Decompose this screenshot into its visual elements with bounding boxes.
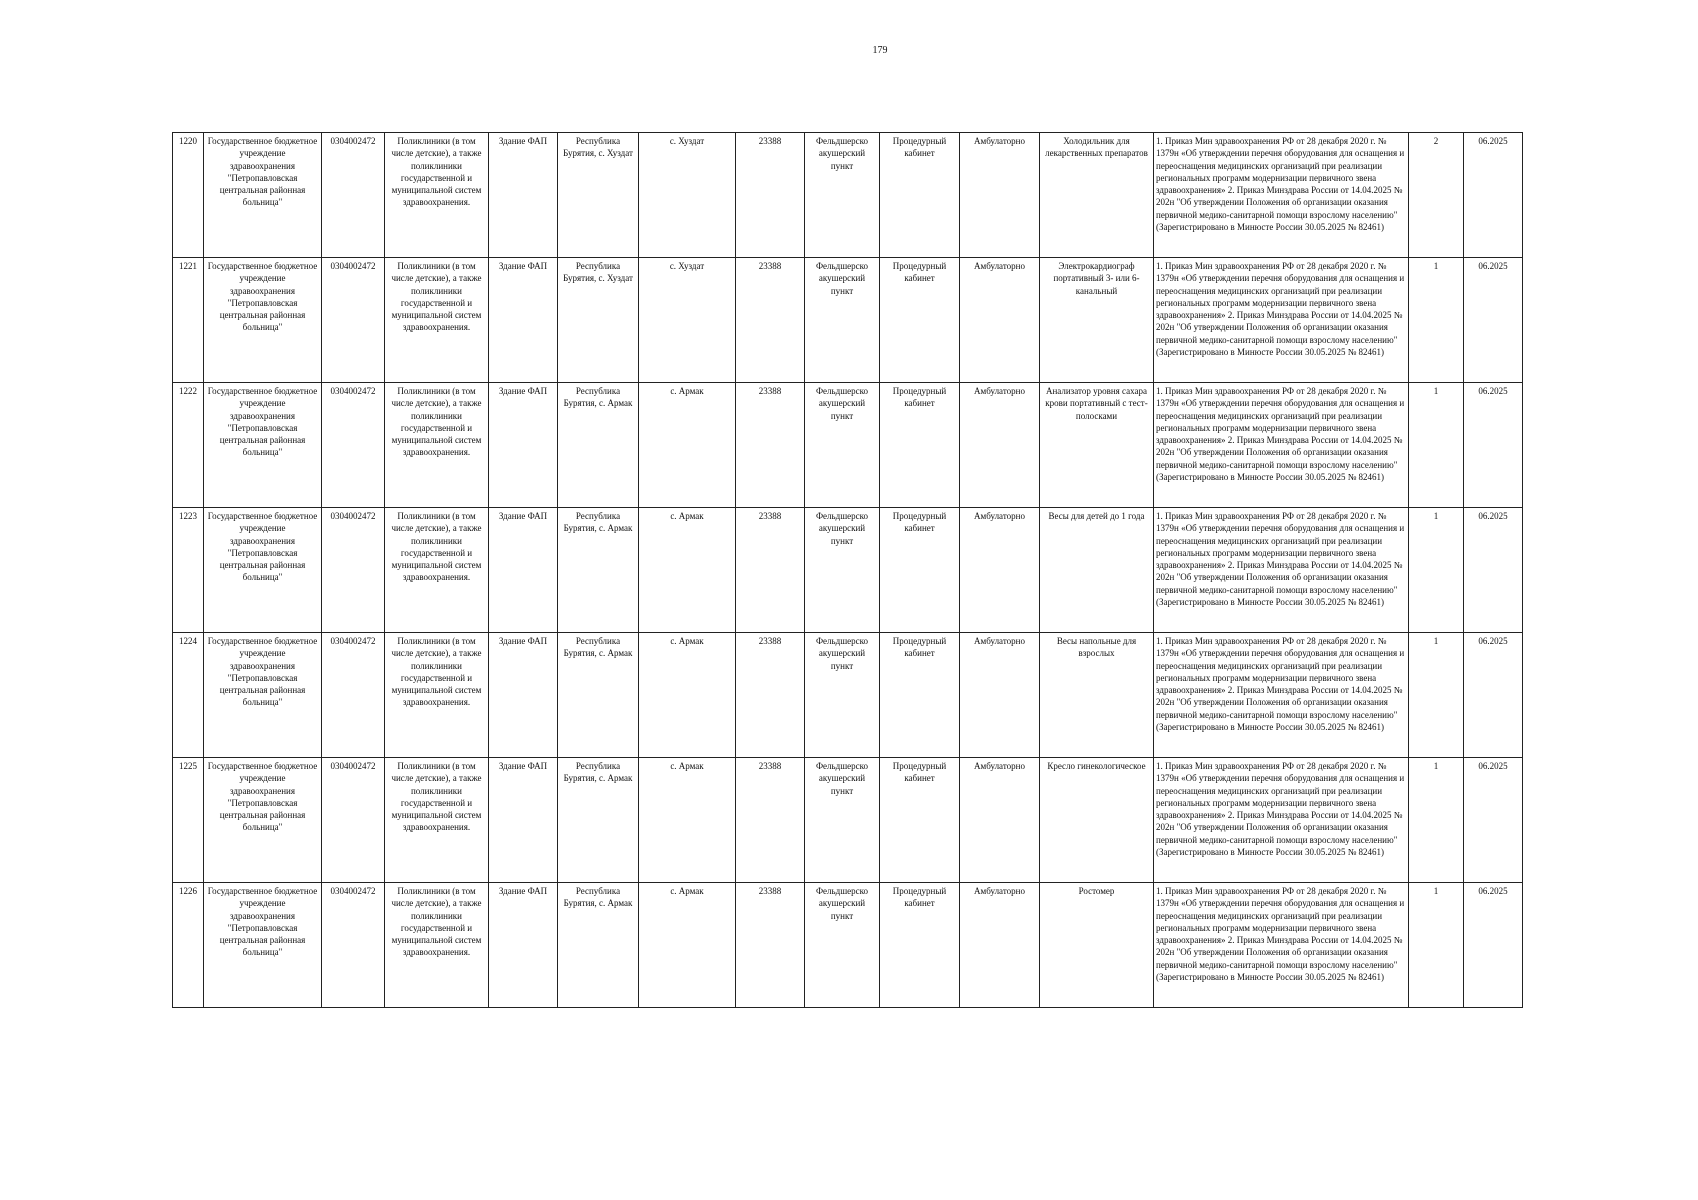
care-mode-cell: Амбулаторно [960, 258, 1040, 383]
legal-basis-cell: 1. Приказ Мин здравоохранения РФ от 28 декабря 2020 г. № 1379н «Об утверждении перечня оборудования для оснащения и переоснащения медицинских организаций при реализации региональных программ модернизации первичного звена здравоохранения» 2. Приказ Минздрава России от 14.04.2025 № 202н "Об утверждении Положения об организации оказания первичной медико-санитарной помощи взрослому населению" (Зарегистрировано в Минюсте России 30.05.2025 № 82461) [1154, 133, 1409, 258]
quantity-cell: 1 [1409, 883, 1464, 1008]
room-cell: Процедурный кабинет [880, 383, 960, 508]
settlement-cell: с. Хуздат [639, 258, 736, 383]
equipment-name-cell: Ростомер [1040, 883, 1154, 1008]
code-cell: 23388 [736, 633, 805, 758]
organization-cell: Государственное бюджетное учреждение здравоохранения "Петропавловская центральная районная больница" [204, 258, 322, 383]
address-cell: Республика Бурятия, с. Хуздат [558, 133, 639, 258]
quantity-cell: 2 [1409, 133, 1464, 258]
row-number-cell: 1223 [173, 508, 204, 633]
care-mode-cell: Амбулаторно [960, 883, 1040, 1008]
date-cell: 06.2025 [1464, 633, 1523, 758]
date-cell: 06.2025 [1464, 383, 1523, 508]
row-number-cell: 1226 [173, 883, 204, 1008]
equipment-name-cell: Анализатор уровня сахара крови портативный с тест-полосками [1040, 383, 1154, 508]
equipment-name-cell: Холодильник для лекарственных препаратов [1040, 133, 1154, 258]
settlement-cell: с. Армак [639, 383, 736, 508]
building-cell: Здание ФАП [489, 383, 558, 508]
medical-unit-cell: Фельдшерско акушерский пункт [805, 258, 880, 383]
quantity-cell: 1 [1409, 508, 1464, 633]
care-mode-cell: Амбулаторно [960, 633, 1040, 758]
facility-type-cell: Поликлиники (в том числе детские), а также поликлиники государственной и муниципальной систем здравоохранения. [385, 633, 489, 758]
organization-cell: Государственное бюджетное учреждение здравоохранения "Петропавловская центральная районная больница" [204, 633, 322, 758]
row-number-cell: 1222 [173, 383, 204, 508]
legal-basis-cell: 1. Приказ Мин здравоохранения РФ от 28 декабря 2020 г. № 1379н «Об утверждении перечня оборудования для оснащения и переоснащения медицинских организаций при реализации региональных программ модернизации первичного звена здравоохранения» 2. Приказ Минздрава России от 14.04.2025 № 202н "Об утверждении Положения об организации оказания первичной медико-санитарной помощи взрослому населению" (Зарегистрировано в Минюсте России 30.05.2025 № 82461) [1154, 508, 1409, 633]
inn-cell: 0304002472 [322, 508, 385, 633]
room-cell: Процедурный кабинет [880, 258, 960, 383]
date-cell: 06.2025 [1464, 258, 1523, 383]
address-cell: Республика Бурятия, с. Армак [558, 758, 639, 883]
room-cell: Процедурный кабинет [880, 758, 960, 883]
row-number-cell: 1225 [173, 758, 204, 883]
quantity-cell: 1 [1409, 258, 1464, 383]
legal-basis-cell: 1. Приказ Мин здравоохранения РФ от 28 декабря 2020 г. № 1379н «Об утверждении перечня оборудования для оснащения и переоснащения медицинских организаций при реализации региональных программ модернизации первичного звена здравоохранения» 2. Приказ Минздрава России от 14.04.2025 № 202н "Об утверждении Положения об организации оказания первичной медико-санитарной помощи взрослому населению" (Зарегистрировано в Минюсте России 30.05.2025 № 82461) [1154, 383, 1409, 508]
equipment-name-cell: Кресло гинекологическое [1040, 758, 1154, 883]
row-number-cell: 1221 [173, 258, 204, 383]
facility-type-cell: Поликлиники (в том числе детские), а также поликлиники государственной и муниципальной систем здравоохранения. [385, 133, 489, 258]
legal-basis-cell: 1. Приказ Мин здравоохранения РФ от 28 декабря 2020 г. № 1379н «Об утверждении перечня оборудования для оснащения и переоснащения медицинских организаций при реализации региональных программ модернизации первичного звена здравоохранения» 2. Приказ Минздрава России от 14.04.2025 № 202н "Об утверждении Положения об организации оказания первичной медико-санитарной помощи взрослому населению" (Зарегистрировано в Минюсте России 30.05.2025 № 82461) [1154, 758, 1409, 883]
building-cell: Здание ФАП [489, 508, 558, 633]
code-cell: 23388 [736, 383, 805, 508]
inn-cell: 0304002472 [322, 133, 385, 258]
code-cell: 23388 [736, 508, 805, 633]
inn-cell: 0304002472 [322, 883, 385, 1008]
room-cell: Процедурный кабинет [880, 633, 960, 758]
address-cell: Республика Бурятия, с. Хуздат [558, 258, 639, 383]
facility-type-cell: Поликлиники (в том числе детские), а также поликлиники государственной и муниципальной систем здравоохранения. [385, 258, 489, 383]
building-cell: Здание ФАП [489, 883, 558, 1008]
organization-cell: Государственное бюджетное учреждение здравоохранения "Петропавловская центральная районная больница" [204, 883, 322, 1008]
room-cell: Процедурный кабинет [880, 133, 960, 258]
organization-cell: Государственное бюджетное учреждение здравоохранения "Петропавловская центральная районная больница" [204, 133, 322, 258]
table-row [173, 508, 1523, 633]
building-cell: Здание ФАП [489, 258, 558, 383]
building-cell: Здание ФАП [489, 758, 558, 883]
legal-basis-cell: 1. Приказ Мин здравоохранения РФ от 28 декабря 2020 г. № 1379н «Об утверждении перечня оборудования для оснащения и переоснащения медицинских организаций при реализации региональных программ модернизации первичного звена здравоохранения» 2. Приказ Минздрава России от 14.04.2025 № 202н "Об утверждении Положения об организации оказания первичной медико-санитарной помощи взрослому населению" (Зарегистрировано в Минюсте России 30.05.2025 № 82461) [1154, 883, 1409, 1008]
settlement-cell: с. Армак [639, 508, 736, 633]
inn-cell: 0304002472 [322, 758, 385, 883]
page-number: 179 [872, 45, 888, 56]
row-number-cell: 1224 [173, 633, 204, 758]
medical-unit-cell: Фельдшерско акушерский пункт [805, 883, 880, 1008]
code-cell: 23388 [736, 758, 805, 883]
facility-type-cell: Поликлиники (в том числе детские), а также поликлиники государственной и муниципальной систем здравоохранения. [385, 758, 489, 883]
settlement-cell: с. Армак [639, 758, 736, 883]
facility-type-cell: Поликлиники (в том числе детские), а также поликлиники государственной и муниципальной систем здравоохранения. [385, 508, 489, 633]
facility-type-cell: Поликлиники (в том числе детские), а также поликлиники государственной и муниципальной систем здравоохранения. [385, 383, 489, 508]
quantity-cell: 1 [1409, 758, 1464, 883]
settlement-cell: с. Хуздат [639, 133, 736, 258]
room-cell: Процедурный кабинет [880, 508, 960, 633]
settlement-cell: с. Армак [639, 633, 736, 758]
inn-cell: 0304002472 [322, 383, 385, 508]
equipment-name-cell: Весы напольные для взрослых [1040, 633, 1154, 758]
building-cell: Здание ФАП [489, 633, 558, 758]
medical-unit-cell: Фельдшерско акушерский пункт [805, 133, 880, 258]
table-row [173, 633, 1523, 758]
care-mode-cell: Амбулаторно [960, 508, 1040, 633]
quantity-cell: 1 [1409, 633, 1464, 758]
address-cell: Республика Бурятия, с. Армак [558, 633, 639, 758]
care-mode-cell: Амбулаторно [960, 133, 1040, 258]
date-cell: 06.2025 [1464, 508, 1523, 633]
inn-cell: 0304002472 [322, 633, 385, 758]
medical-unit-cell: Фельдшерско акушерский пункт [805, 383, 880, 508]
date-cell: 06.2025 [1464, 133, 1523, 258]
medical-unit-cell: Фельдшерско акушерский пункт [805, 508, 880, 633]
medical-unit-cell: Фельдшерско акушерский пункт [805, 758, 880, 883]
table-row [173, 383, 1523, 508]
code-cell: 23388 [736, 133, 805, 258]
building-cell: Здание ФАП [489, 133, 558, 258]
quantity-cell: 1 [1409, 383, 1464, 508]
code-cell: 23388 [736, 883, 805, 1008]
equipment-registry-table [172, 132, 1523, 1008]
room-cell: Процедурный кабинет [880, 883, 960, 1008]
legal-basis-cell: 1. Приказ Мин здравоохранения РФ от 28 декабря 2020 г. № 1379н «Об утверждении перечня оборудования для оснащения и переоснащения медицинских организаций при реализации региональных программ модернизации первичного звена здравоохранения» 2. Приказ Минздрава России от 14.04.2025 № 202н "Об утверждении Положения об организации оказания первичной медико-санитарной помощи взрослому населению" (Зарегистрировано в Минюсте России 30.05.2025 № 82461) [1154, 258, 1409, 383]
date-cell: 06.2025 [1464, 883, 1523, 1008]
care-mode-cell: Амбулаторно [960, 758, 1040, 883]
date-cell: 06.2025 [1464, 758, 1523, 883]
address-cell: Республика Бурятия, с. Армак [558, 883, 639, 1008]
address-cell: Республика Бурятия, с. Армак [558, 383, 639, 508]
code-cell: 23388 [736, 258, 805, 383]
legal-basis-cell: 1. Приказ Мин здравоохранения РФ от 28 декабря 2020 г. № 1379н «Об утверждении перечня оборудования для оснащения и переоснащения медицинских организаций при реализации региональных программ модернизации первичного звена здравоохранения» 2. Приказ Минздрава России от 14.04.2025 № 202н "Об утверждении Положения об организации оказания первичной медико-санитарной помощи взрослому населению" (Зарегистрировано в Минюсте России 30.05.2025 № 82461) [1154, 633, 1409, 758]
organization-cell: Государственное бюджетное учреждение здравоохранения "Петропавловская центральная районная больница" [204, 383, 322, 508]
address-cell: Республика Бурятия, с. Армак [558, 508, 639, 633]
table-row [173, 883, 1523, 1008]
inn-cell: 0304002472 [322, 258, 385, 383]
table-row [173, 258, 1523, 383]
medical-unit-cell: Фельдшерско акушерский пункт [805, 633, 880, 758]
equipment-name-cell: Электрокардиограф портативный 3- или 6-канальный [1040, 258, 1154, 383]
facility-type-cell: Поликлиники (в том числе детские), а также поликлиники государственной и муниципальной систем здравоохранения. [385, 883, 489, 1008]
care-mode-cell: Амбулаторно [960, 383, 1040, 508]
organization-cell: Государственное бюджетное учреждение здравоохранения "Петропавловская центральная районная больница" [204, 508, 322, 633]
equipment-name-cell: Весы для детей до 1 года [1040, 508, 1154, 633]
table-row [173, 133, 1523, 258]
row-number-cell: 1220 [173, 133, 204, 258]
organization-cell: Государственное бюджетное учреждение здравоохранения "Петропавловская центральная районная больница" [204, 758, 322, 883]
settlement-cell: с. Армак [639, 883, 736, 1008]
table-row [173, 758, 1523, 883]
